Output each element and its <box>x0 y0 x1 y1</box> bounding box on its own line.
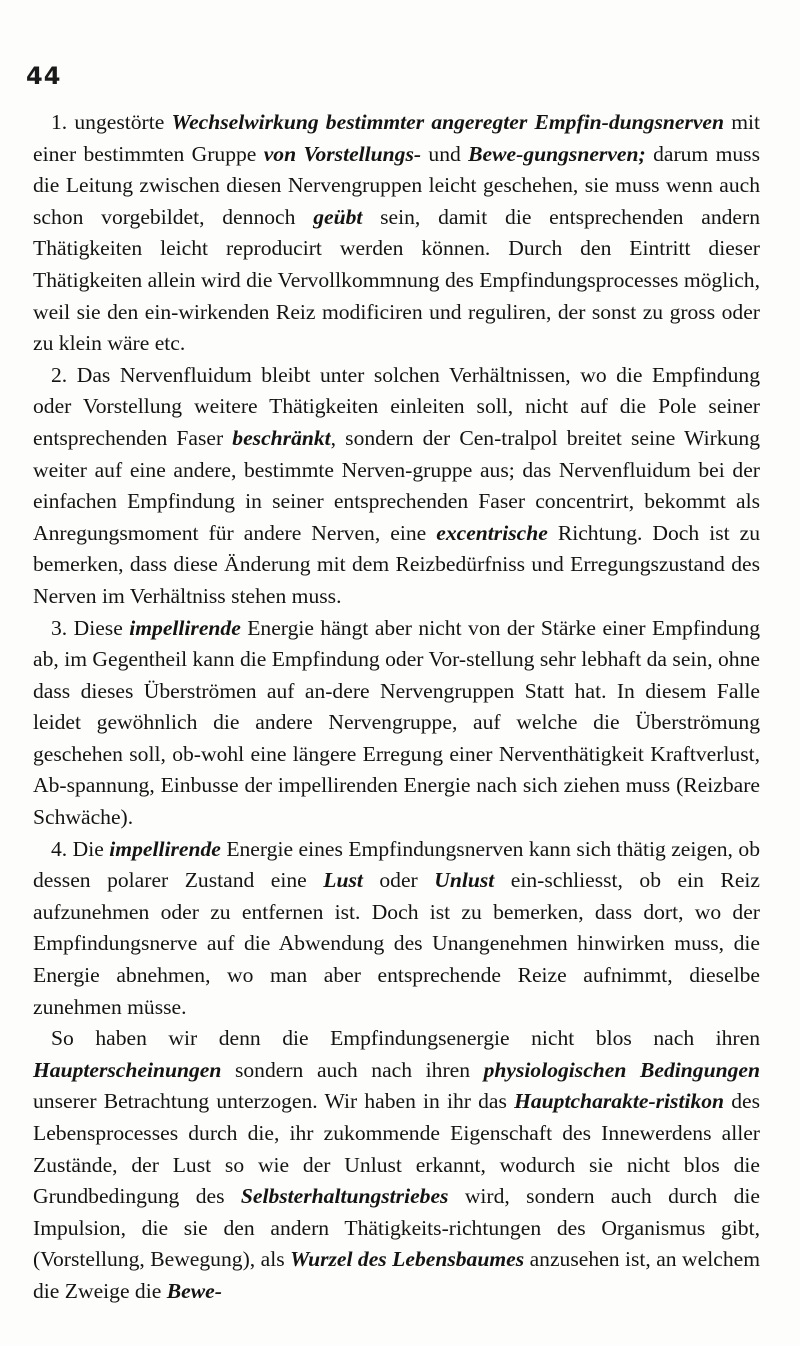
text-segment: und <box>421 141 469 166</box>
text-segment: Energie hängt aber nicht von der Stärke einer Empfindung ab, im Gegentheil kann die Empfindung oder Vor-stellung sehr lebhaft da sein, ohne dass dieses Überströmen auf an-dere Nervengruppen Statt hat. In diesem Falle leidet gewöhnlich die andere Nervengruppe, auf welche die Überströmung geschehen soll, ob-wohl eine längere Erregung einer Nerventhätigkeit Kraftverlust, Ab-spannung, Einbusse der impellirenden Energie nach sich ziehen muss (Reizbare Schwäche). <box>33 615 760 830</box>
italic-segment: Wurzel des Lebensbaumes <box>290 1247 525 1272</box>
italic-segment: Wechselwirkung bestimmter angeregter Empfin-dungsnerven <box>171 110 725 134</box>
text-segment: ein-schliesst, ob ein Reiz aufzunehmen oder zu entfernen ist. Doch ist zu bemerken, dass dort, wo der Empfindungsnerve auf die Abwendung des Unangenehmen hinwirken muss, die Energie abnehmen, wo man aber entsprechende Reize aufnimmt, dieselbe zunehmen müsse. <box>33 868 760 1019</box>
text-segment: oder <box>362 868 435 893</box>
text-segment: sondern auch nach ihren <box>221 1057 484 1082</box>
italic-segment: physiologischen Bedingungen <box>483 1057 760 1082</box>
italic-segment: excentrische <box>436 520 548 545</box>
page-number: 44 <box>26 62 62 90</box>
paragraph-4 <box>33 834 760 1024</box>
italic-segment: Lust <box>323 868 363 893</box>
text-segment: mit einer bestimmten Gruppe <box>33 110 760 166</box>
text-segment: Energie eines Empfindungsnerven kann sich thätig zeigen, ob dessen polarer Zustand eine <box>33 836 761 893</box>
paragraph-3 <box>33 613 760 834</box>
italic-segment: Hauptcharakte-ristikon <box>514 1089 725 1114</box>
italic-segment: von Vorstellungs- <box>263 141 422 166</box>
italic-segment: impellirende <box>109 836 221 861</box>
italic-segment: Bewe-gungsnerven; <box>468 141 646 166</box>
paragraph-2 <box>33 360 760 613</box>
italic-segment: beschränkt <box>232 425 331 450</box>
text-segment: 1. ungestörte <box>51 110 172 134</box>
italic-segment: Haupterscheinungen <box>33 1057 222 1082</box>
italic-segment: Unlust <box>434 868 495 893</box>
text-segment: Richtung. Doch ist zu bemerken, dass diese Änderung mit dem Reizbedürfniss und Erregungszustand des Nerven im Verhältniss stehen muss. <box>33 520 760 608</box>
text-segment: des Lebensprocesses durch die, ihr zukommende Eigenschaft des Innewerdens aller Zustände, der Lust so wie der Unlust erkannt, wodurch sie nicht blos die Grundbedingung des <box>33 1089 760 1209</box>
paragraph-1 <box>33 107 760 360</box>
paragraph-5 <box>33 1023 760 1307</box>
text-segment: wird, sondern auch durch die Impulsion, die sie den andern Thätigkeits-richtungen des Organismus gibt, (Vorstellung, Bewegung), als <box>33 1184 760 1272</box>
italic-segment: geübt <box>313 204 363 229</box>
text-segment: , sondern der Cen-tralpol breitet seine Wirkung weiter auf eine andere, bestimmte Nerven-gruppe aus; das Nervenfluidum bei der einfachen Empfindung in seiner entsprechenden Faser concentrirt, bekommt als Anregungsmoment für andere Nerven, eine <box>33 425 760 545</box>
text-segment: 3. Diese <box>51 615 130 640</box>
italic-segment: impellirende <box>129 615 241 640</box>
text-segment: So haben wir denn die Empfindungsenergie nicht blos nach ihren <box>51 1026 760 1051</box>
italic-segment: Bewe- <box>166 1278 222 1303</box>
italic-segment: Selbsterhaltungstriebes <box>240 1184 449 1209</box>
text-segment: 4. Die <box>51 836 110 861</box>
text-segment: anzusehen ist, an welchem die Zweige die <box>33 1247 760 1303</box>
body-text <box>33 107 760 1308</box>
text-segment: 2. Das Nervenfluidum bleibt unter solchen Verhältnissen, wo die Empfindung oder Vorstellung weitere Thätigkeiten einleiten soll, nicht auf die Pole seiner entsprechenden Faser <box>33 362 760 450</box>
text-segment: darum muss die Leitung zwischen diesen Nervengruppen leicht geschehen, sie muss wenn auch schon vorgebildet, dennoch <box>33 141 760 229</box>
text-segment: sein, damit die entsprechenden andern Thätigkeiten leicht reproducirt werden können. Durch den Eintritt dieser Thätigkeiten allein wird die Vervollkommnung des Empfindungsprocesses möglich, weil sie den ein-wirkenden Reiz modificiren und reguliren, der sonst zu gross oder zu klein wäre etc. <box>33 204 760 356</box>
text-segment: unserer Betrachtung unterzogen. Wir haben in ihr das <box>33 1089 515 1114</box>
